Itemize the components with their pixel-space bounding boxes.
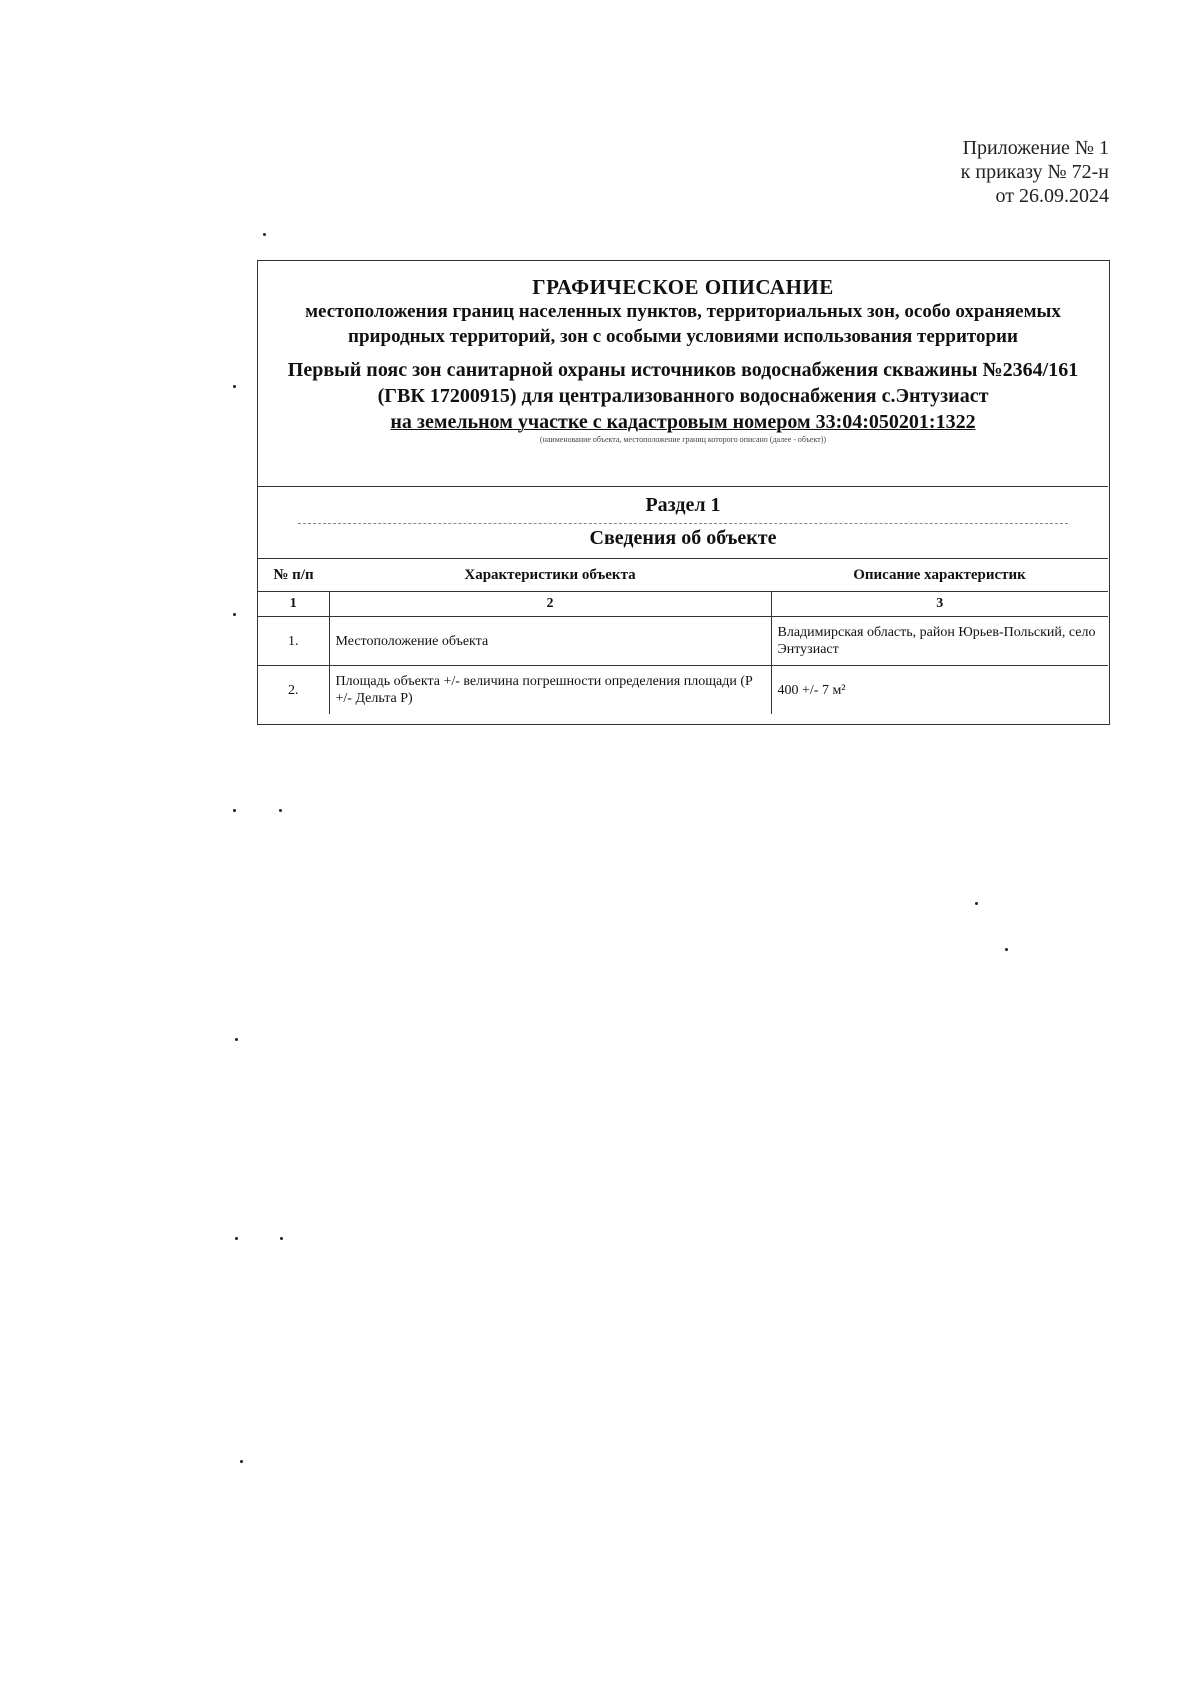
appendix-line-1: Приложение № 1 bbox=[962, 137, 1109, 159]
document-title: ГРАФИЧЕСКОЕ ОПИСАНИЕ bbox=[532, 275, 834, 299]
column-number-1: 1 bbox=[258, 592, 329, 617]
document-subtitle: местоположения границ населенных пунктов, территориальных зон, особо охраняемых природных территорий, зон с особыми условиями использования территории bbox=[305, 301, 1061, 347]
scan-speck bbox=[263, 233, 266, 236]
row-description: Владимирская область, район Юрьев-Польский, село Энтузиаст bbox=[771, 617, 1108, 666]
object-caption: (наименование объекта, местоположение границ которого описано (далее - объект)) bbox=[539, 435, 827, 444]
row-characteristic: Местоположение объекта bbox=[329, 617, 771, 666]
column-number-3: 3 bbox=[771, 592, 1108, 617]
section-title: Раздел 1 bbox=[645, 494, 721, 516]
object-name bbox=[268, 357, 1098, 435]
scan-speck bbox=[235, 1038, 238, 1041]
table-row bbox=[258, 617, 1108, 666]
document-header bbox=[258, 261, 1108, 487]
appendix-line-2: к приказу № 72-н bbox=[960, 161, 1109, 183]
header-cell-characteristic: Характеристики объекта bbox=[329, 559, 771, 592]
appendix-line-3: от 26.09.2024 bbox=[995, 185, 1109, 207]
scan-speck bbox=[240, 1460, 243, 1463]
scan-speck bbox=[279, 809, 282, 812]
row-description: 400 +/- 7 м² bbox=[771, 666, 1108, 715]
row-characteristic: Площадь объекта +/- величина погрешности определения площади (P +/- Дельта P) bbox=[329, 666, 771, 715]
column-number-2: 2 bbox=[329, 592, 771, 617]
document-frame bbox=[257, 260, 1110, 725]
scan-speck bbox=[235, 1237, 238, 1240]
row-number: 2. bbox=[258, 666, 329, 715]
section-subtitle: Сведения об объекте bbox=[589, 527, 777, 549]
table-numbering-row bbox=[258, 592, 1108, 617]
appendix-note bbox=[849, 136, 1109, 208]
scan-speck bbox=[1005, 948, 1008, 951]
scan-speck bbox=[233, 385, 236, 388]
table-row bbox=[258, 666, 1108, 715]
scan-speck bbox=[280, 1237, 283, 1240]
section-divider bbox=[298, 523, 1068, 524]
scan-speck bbox=[233, 613, 236, 616]
object-name-part1: Первый пояс зон санитарной охраны источников водоснабжения скважины №2364/161 (ГВК 17200915) для централизованного водоснабжения с.Энтузиаст bbox=[287, 359, 1079, 407]
object-name-part2: на земельном участке с кадастровым номером 33:04:050201:1322 bbox=[390, 411, 976, 433]
scan-speck bbox=[233, 809, 236, 812]
object-info-table bbox=[258, 558, 1108, 714]
header-cell-description: Описание характеристик bbox=[771, 559, 1108, 592]
table-header-row bbox=[258, 559, 1108, 592]
row-number: 1. bbox=[258, 617, 329, 666]
header-cell-number: № п/п bbox=[258, 559, 329, 592]
scan-speck bbox=[975, 902, 978, 905]
